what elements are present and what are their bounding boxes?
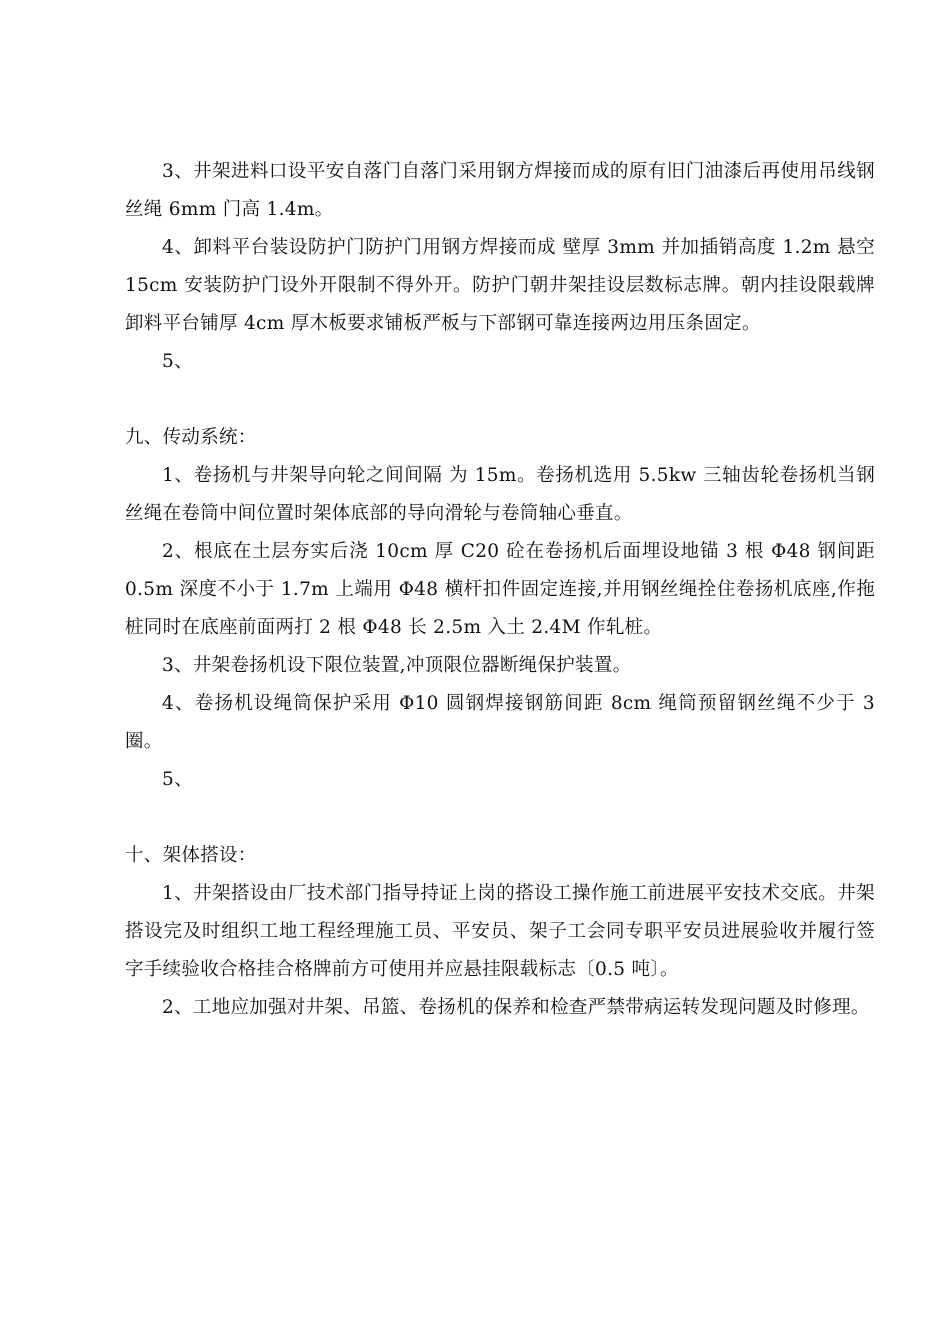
paragraph-item-3: 3、井架卷扬机设下限位装置,冲顶限位器断绳保护装置。: [162, 655, 632, 676]
paragraph-item-1: 1、卷扬机与井架导向轮之间间隔 为 15m。卷扬机选用 5.5kw 三轴齿轮卷扬机当钢丝绳在卷筒中间位置时架体底部的导向滑轮与卷筒轴心垂直。: [125, 465, 875, 524]
paragraph-item-3: 3、井架进料口设平安自落门自落门采用钢方焊接而成的原有旧门油漆后再使用吊线钢丝绳 6mm 门高 1.4m。: [125, 161, 875, 220]
paragraph-item-1: 1、井架搭设由厂技术部门指导持证上岗的搭设工操作施工前进展平安技术交底。井架搭设完及时组织工地工程经理施工员、平安员、架子工会同专职平安员进展验收并履行签字手续验收合格挂合格牌前方可使用并应悬挂限载标志〔0.5 吨〕。: [125, 883, 875, 980]
paragraph-item-5: 5、: [162, 351, 193, 372]
document-body: [125, 153, 875, 1027]
paragraph-item-5: 5、: [162, 769, 193, 790]
paragraph-item-2: 2、根底在土层夯实后浇 10cm 厚 C20 砼在卷扬机后面埋设地锚 3 根 Φ48 钢间距 0.5m 深度不小于 1.7m 上端用 Φ48 横杆扣件固定连接,并用钢丝绳拴住卷扬机底座,作拖桩同时在底座前面两打 2 根 Φ48 长 2.5m 入土 2.4M 作轧桩。: [125, 541, 875, 638]
paragraph-item-4: 4、卸料平台装设防护门防护门用钢方焊接而成 壁厚 3mm 并加插销高度 1.2m 悬空 15cm 安装防护门设外开限制不得外开。防护门朝井架挂设层数标志牌。朝内挂设限载牌卸料平台铺厚 4cm 厚木板要求铺板严板与下部钢可靠连接两边用压条固定。: [125, 237, 875, 334]
section-spacer: [125, 381, 875, 419]
paragraph-item-4: 4、卷扬机设绳筒保护采用 Φ10 圆钢焊接钢筋间距 8cm 绳筒预留钢丝绳不少于 3 圈。: [125, 693, 875, 752]
section-heading-transmission: 九、传动系统：: [125, 427, 257, 448]
paragraph-item-2: 2、工地应加强对井架、吊篮、卷扬机的保养和检查严禁带病运转发现问题及时修理。: [162, 997, 870, 1018]
section-heading-frame-erection: 十、架体搭设：: [125, 845, 257, 866]
section-spacer: [125, 799, 875, 837]
